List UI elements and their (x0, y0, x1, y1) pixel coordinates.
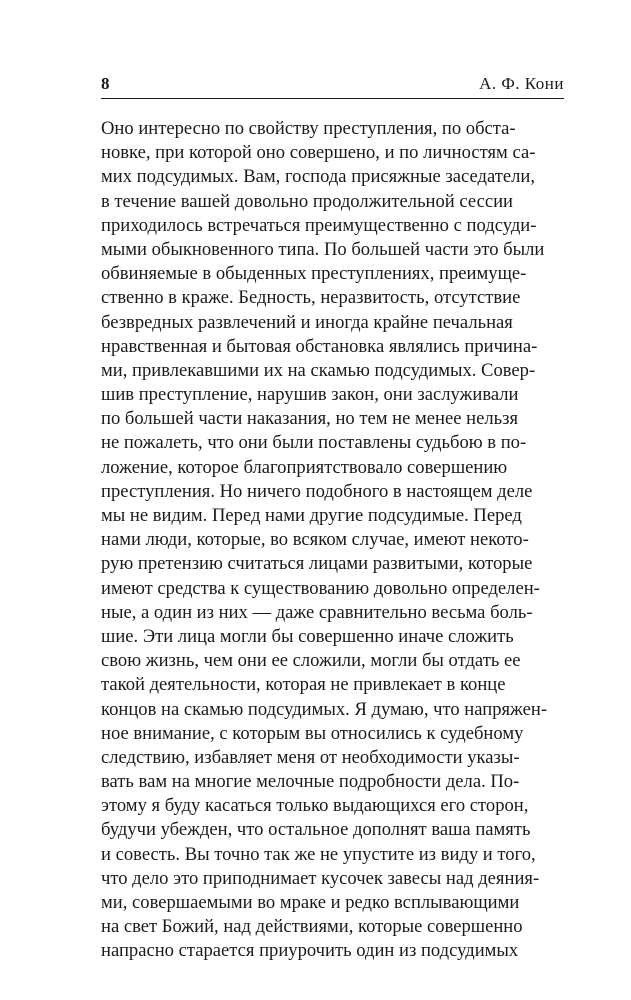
text-line: безвредных развлечений и иногда крайне печальная (101, 311, 513, 333)
text-line: вать вам на многие мелочные подробности дела. По- (101, 771, 520, 793)
text-line: рую претензию считаться лицами развитыми, которые (101, 553, 533, 575)
text-line: ложение, которое благоприятствовало совершению (101, 456, 508, 478)
text-line: на свет Божий, над действиями, которые совершенно (101, 916, 523, 938)
text-line: ми, совершаемыми во мраке и редко всплывающими (101, 892, 520, 913)
text-line: по большей части наказания, но тем не менее нельзя (101, 408, 518, 430)
text-line: не пожалеть, что они были поставлены судьбою в по- (101, 432, 527, 454)
text-line: Оно интересно по свойству преступления, по обста- (101, 118, 516, 139)
text-line: концов на скамью подсудимых. Я думаю, что напряжен- (101, 698, 548, 720)
text-line: приходилось встречаться преимущественно с подсуди- (101, 214, 537, 236)
text-line: в течение вашей довольно продолжительной сессии (101, 190, 514, 212)
text-line: мих подсудимых. Вам, господа присяжные заседатели, (101, 166, 535, 188)
text-line: свою жизнь, чем они ее сложили, могли бы отдать ее (101, 650, 521, 672)
text-line: шие. Эти лица могли бы совершенно иначе сложить (101, 625, 514, 647)
text-line: ное внимание, с которым вы относились к судебному (101, 722, 524, 744)
text-line: напрасно старается приурочить один из подсудимых (101, 940, 519, 962)
text-line: что дело это приподнимает кусочек завесы над деяния- (101, 867, 540, 889)
text-line: новке, при которой оно совершено, и по личностям са- (101, 142, 536, 164)
text-line: нравственная и бытовая обстановка являлись причина- (101, 335, 538, 357)
text-line: шив преступление, нарушив закон, они заслуживали (101, 384, 519, 406)
running-head (101, 74, 564, 98)
text-line: будучи убежден, что остальное дополнят ваша память (101, 819, 531, 841)
text-line: такой деятельности, которая не привлекает в конце (101, 674, 506, 696)
text-line: ми, привлекавшими их на скамью подсудимых. Совер- (101, 359, 536, 381)
running-title: А. Ф. Кони (479, 74, 564, 93)
text-line: и совесть. Вы точно так же не упустите из виду и того, (101, 843, 536, 865)
text-line: имеют средства к существованию довольно определен- (101, 577, 540, 599)
page-number: 8 (101, 74, 110, 93)
text-line: ные, а один из них — даже сравнительно весьма боль- (101, 601, 533, 623)
text-line: нами люди, которые, во всяком случае, имеют некото- (101, 529, 529, 551)
text-line: преступления. Но ничего подобного в настоящем деле (101, 480, 533, 502)
text-line: этому я буду касаться только выдающихся его сторон, (101, 795, 529, 817)
text-line: ственно в краже. Бедность, неразвитость, отсутствие (101, 287, 521, 309)
text-line: мыми обыкновенного типа. По большей части это были (101, 238, 545, 260)
header-rule (101, 98, 564, 99)
text-line: обвиняемые в обыденных преступлениях, преимуще- (101, 263, 527, 285)
body-text (101, 117, 564, 964)
text-line: мы не видим. Перед нами другие подсудимые. Перед (101, 505, 522, 526)
text-line: следствию, избавляет меня от необходимости указы- (101, 746, 520, 768)
